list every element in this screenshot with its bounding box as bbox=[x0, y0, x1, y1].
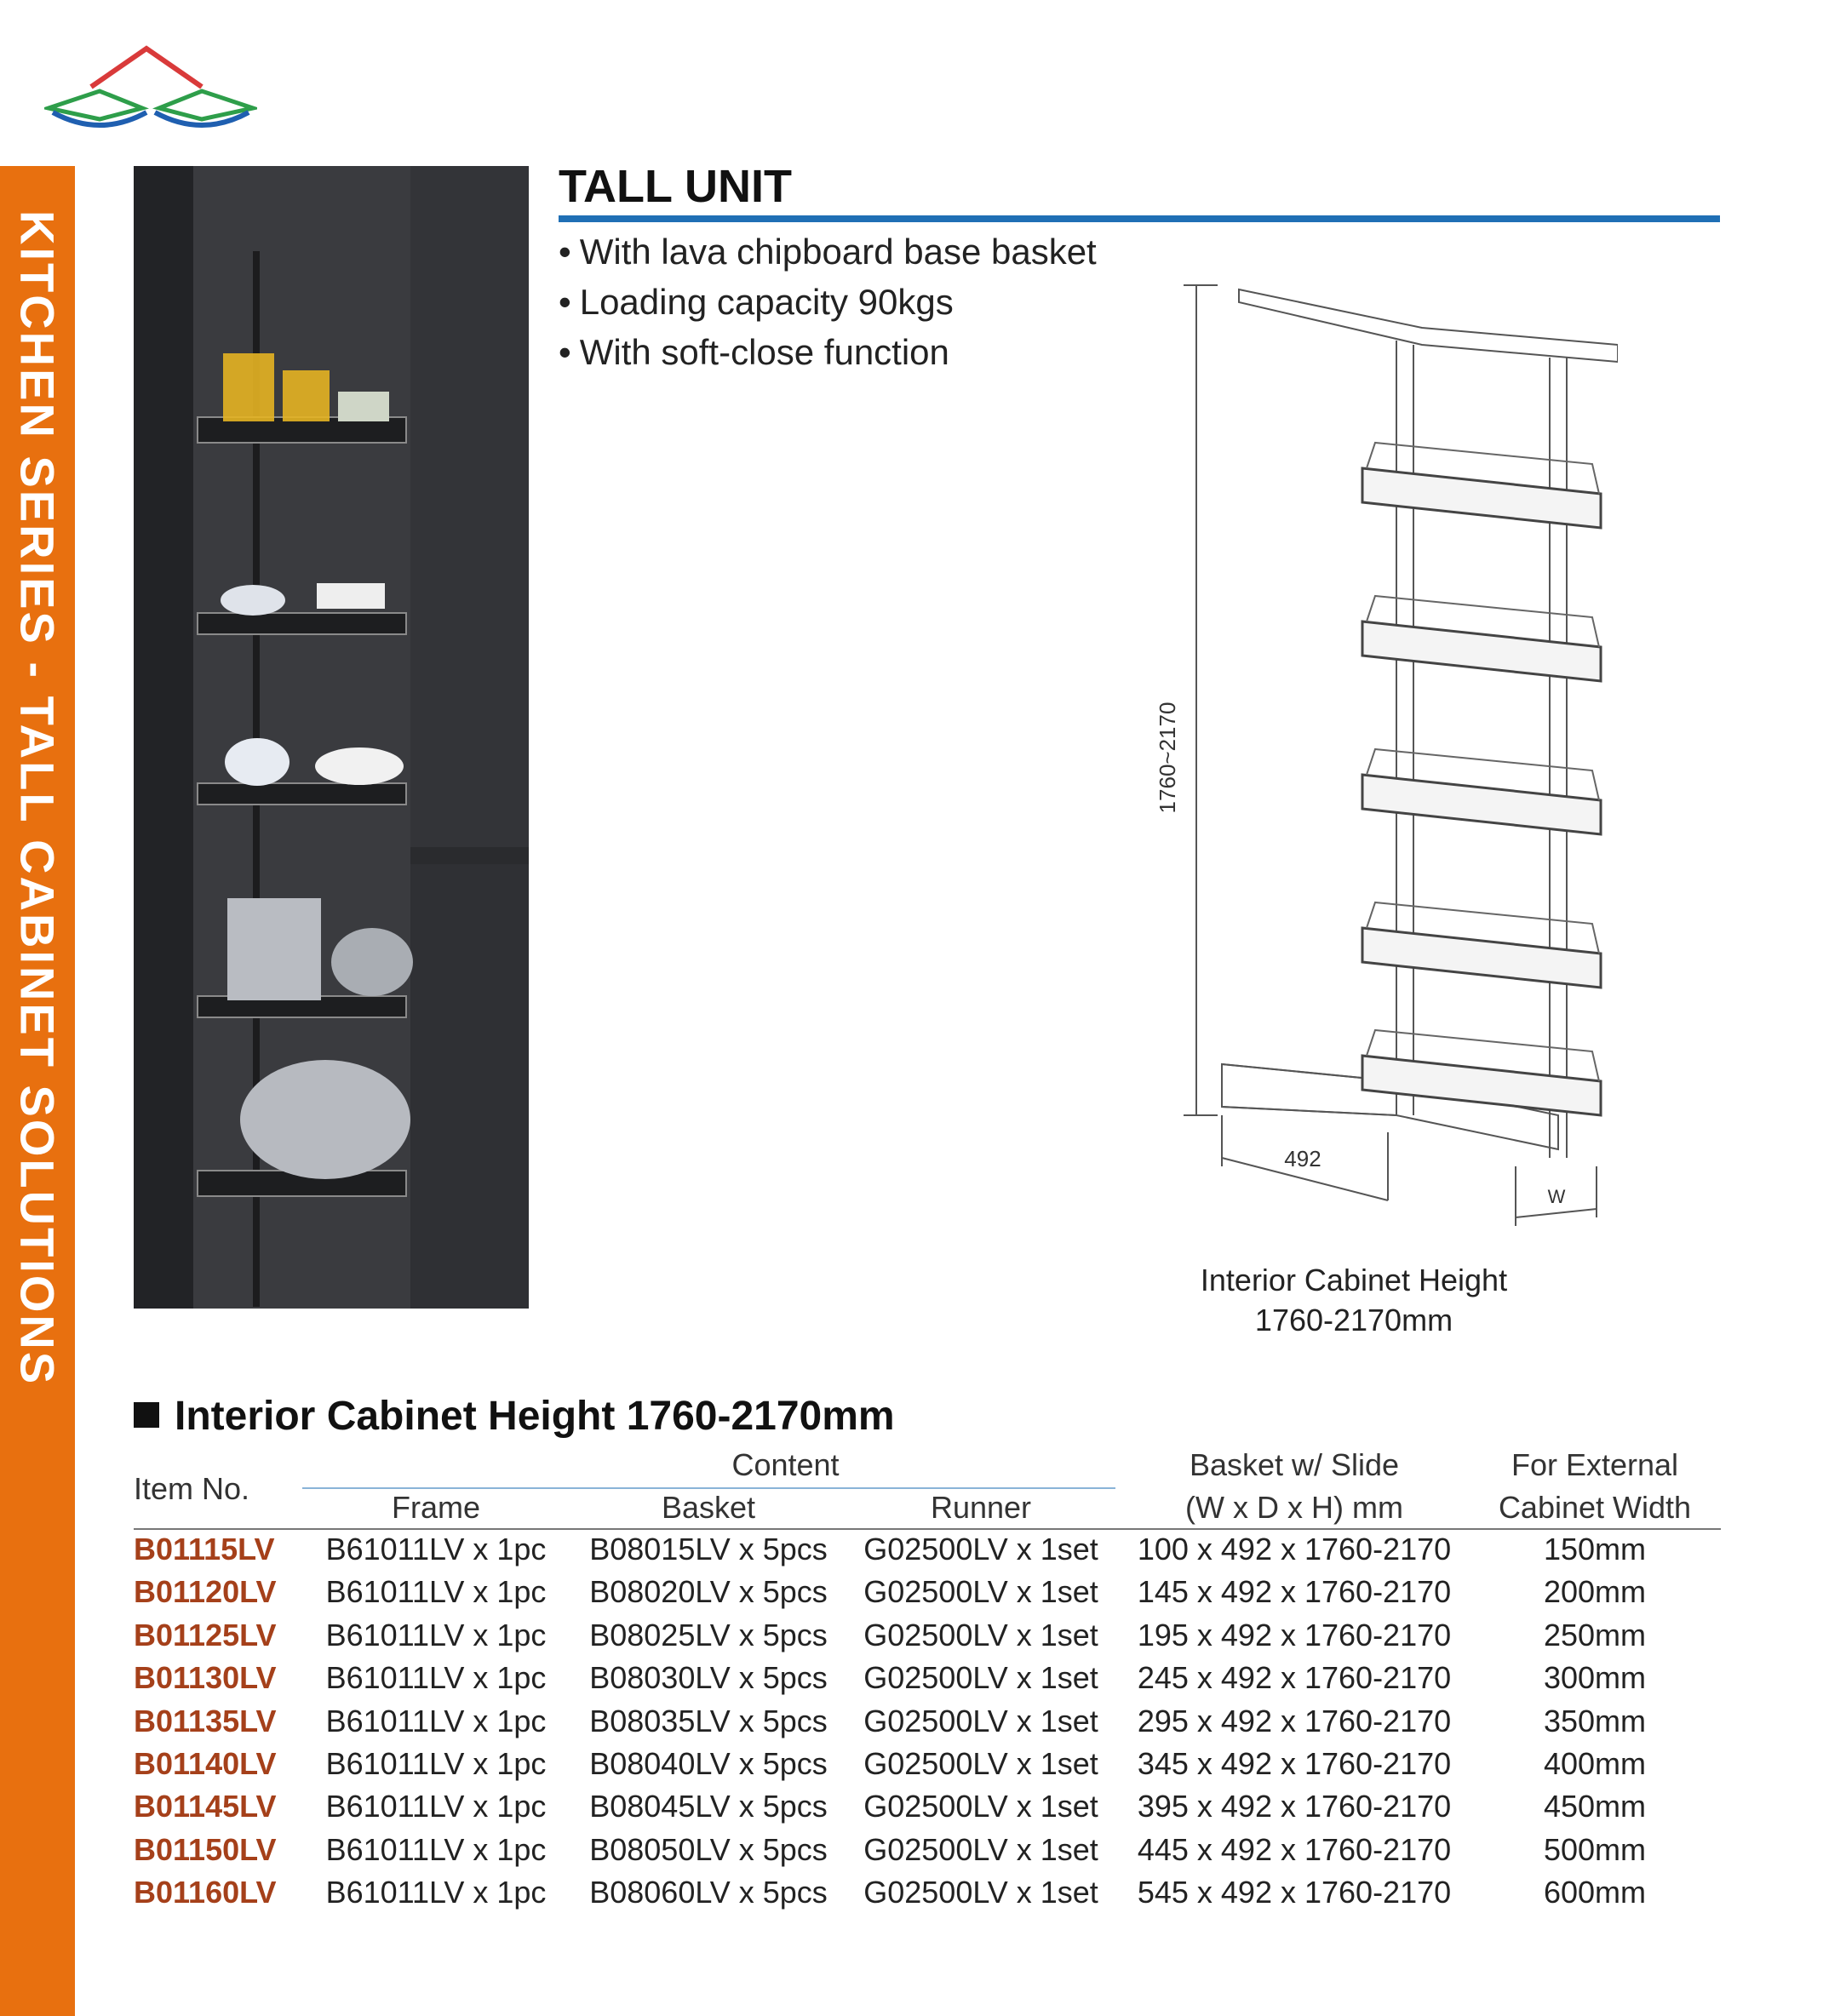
side-label: KITCHEN SERIES - TALL CABINET SOLUTIONS bbox=[10, 210, 65, 1387]
external-width-cell: 150mm bbox=[1543, 1532, 1647, 1566]
table-row bbox=[134, 1614, 1721, 1657]
frame-cell: B61011LV x 1pc bbox=[325, 1875, 547, 1910]
external-width-cell: 600mm bbox=[1543, 1875, 1647, 1910]
external-width-cell: 450mm bbox=[1543, 1789, 1647, 1824]
external-width-cell: 200mm bbox=[1543, 1574, 1647, 1610]
caption-line-1: Interior Cabinet Height bbox=[1200, 1263, 1508, 1297]
item-number: B01145LV bbox=[134, 1789, 277, 1824]
feature-list bbox=[559, 226, 1097, 377]
frame-cell: B61011LV x 1pc bbox=[325, 1574, 547, 1610]
basket-cell: B08050LV x 5pcs bbox=[589, 1831, 828, 1867]
basket-cell: B08015LV x 5pcs bbox=[589, 1532, 828, 1566]
item-number: B01135LV bbox=[134, 1703, 277, 1738]
frame-cell: B61011LV x 1pc bbox=[325, 1532, 547, 1566]
table-row bbox=[134, 1743, 1721, 1785]
external-width-cell: 400mm bbox=[1543, 1745, 1647, 1781]
feature-item: • With lava chipboard base basket bbox=[559, 226, 1097, 277]
frame-cell: B61011LV x 1pc bbox=[325, 1617, 547, 1652]
header-content: Content bbox=[731, 1447, 840, 1482]
caption-line-2: 1760-2170mm bbox=[1254, 1303, 1453, 1337]
header-size-line-1: Basket w/ Slide bbox=[1189, 1447, 1400, 1482]
size-cell: 245 x 492 x 1760-2170 bbox=[1137, 1660, 1452, 1696]
frame-cell: B61011LV x 1pc bbox=[325, 1660, 547, 1696]
basket-cell: B08060LV x 5pcs bbox=[589, 1875, 828, 1910]
runner-cell: G02500LV x 1set bbox=[863, 1617, 1098, 1652]
header-basket: Basket bbox=[661, 1490, 756, 1525]
item-number: B01130LV bbox=[134, 1660, 277, 1696]
table-row bbox=[134, 1657, 1721, 1699]
feature-item: • Loading capacity 90kgs bbox=[559, 277, 1097, 327]
brand-logo bbox=[44, 44, 257, 138]
table-row bbox=[134, 1528, 1721, 1571]
drawing-caption bbox=[1167, 1260, 1541, 1340]
header-size-line-2: (W x D x H) mm bbox=[1185, 1490, 1403, 1525]
header-ext-line-1: For External bbox=[1511, 1447, 1679, 1482]
basket-cell: B08045LV x 5pcs bbox=[589, 1789, 828, 1824]
section-title bbox=[134, 1393, 895, 1440]
size-cell: 445 x 492 x 1760-2170 bbox=[1137, 1831, 1452, 1867]
runner-cell: G02500LV x 1set bbox=[863, 1660, 1098, 1696]
technical-drawing bbox=[1141, 264, 1618, 1251]
basket-cell: B08020LV x 5pcs bbox=[589, 1574, 828, 1610]
frame-cell: B61011LV x 1pc bbox=[325, 1789, 547, 1824]
size-cell: 145 x 492 x 1760-2170 bbox=[1137, 1574, 1452, 1610]
basket-cell: B08040LV x 5pcs bbox=[589, 1745, 828, 1781]
runner-cell: G02500LV x 1set bbox=[863, 1875, 1098, 1910]
runner-cell: G02500LV x 1set bbox=[863, 1745, 1098, 1781]
table-row bbox=[134, 1571, 1721, 1613]
runner-cell: G02500LV x 1set bbox=[863, 1703, 1098, 1738]
header-runner: Runner bbox=[930, 1490, 1032, 1525]
runner-cell: G02500LV x 1set bbox=[863, 1574, 1098, 1610]
frame-cell: B61011LV x 1pc bbox=[325, 1745, 547, 1781]
product-photo bbox=[134, 166, 529, 1309]
size-cell: 345 x 492 x 1760-2170 bbox=[1137, 1745, 1452, 1781]
basket-cell: B08030LV x 5pcs bbox=[589, 1660, 828, 1696]
runner-cell: G02500LV x 1set bbox=[863, 1532, 1098, 1566]
square-bullet-icon bbox=[134, 1402, 159, 1428]
size-cell: 295 x 492 x 1760-2170 bbox=[1137, 1703, 1452, 1738]
header-item-no: Item No. bbox=[134, 1471, 250, 1506]
frame-cell: B61011LV x 1pc bbox=[325, 1703, 547, 1738]
product-title: TALL UNIT bbox=[559, 161, 792, 212]
external-width-cell: 250mm bbox=[1543, 1617, 1647, 1652]
item-number: B01160LV bbox=[134, 1875, 277, 1910]
runner-cell: G02500LV x 1set bbox=[863, 1831, 1098, 1867]
table-row bbox=[134, 1700, 1721, 1743]
size-cell: 395 x 492 x 1760-2170 bbox=[1137, 1789, 1452, 1824]
basket-cell: B08035LV x 5pcs bbox=[589, 1703, 828, 1738]
header-frame: Frame bbox=[391, 1490, 480, 1525]
frame-cell: B61011LV x 1pc bbox=[325, 1831, 547, 1867]
table-row bbox=[134, 1829, 1721, 1871]
item-number: B01140LV bbox=[134, 1745, 277, 1781]
item-number: B01120LV bbox=[134, 1574, 277, 1610]
height-dimension-label: 1760~2170 bbox=[1155, 702, 1180, 814]
runner-cell: G02500LV x 1set bbox=[863, 1789, 1098, 1824]
section-title-text: Interior Cabinet Height 1760-2170mm bbox=[175, 1394, 895, 1439]
external-width-cell: 500mm bbox=[1543, 1831, 1647, 1867]
spec-table-body bbox=[134, 1528, 1721, 1915]
width-dimension-label: W bbox=[1547, 1186, 1566, 1207]
size-cell: 100 x 492 x 1760-2170 bbox=[1137, 1532, 1452, 1566]
feature-item: • With soft-close function bbox=[559, 327, 1097, 377]
size-cell: 195 x 492 x 1760-2170 bbox=[1137, 1617, 1452, 1652]
content-underline bbox=[302, 1487, 1115, 1489]
item-number: B01115LV bbox=[134, 1532, 275, 1566]
item-number: B01150LV bbox=[134, 1831, 277, 1867]
cabinet-photo-illustration bbox=[134, 166, 529, 1309]
header-ext-line-2: Cabinet Width bbox=[1498, 1490, 1692, 1525]
table-row bbox=[134, 1785, 1721, 1828]
external-width-cell: 350mm bbox=[1543, 1703, 1647, 1738]
basket-cell: B08025LV x 5pcs bbox=[589, 1617, 828, 1652]
external-width-cell: 300mm bbox=[1543, 1660, 1647, 1696]
size-cell: 545 x 492 x 1760-2170 bbox=[1137, 1875, 1452, 1910]
depth-dimension-label: 492 bbox=[1284, 1146, 1321, 1171]
table-row bbox=[134, 1871, 1721, 1914]
title-underline bbox=[559, 215, 1720, 222]
item-number: B01125LV bbox=[134, 1617, 277, 1652]
